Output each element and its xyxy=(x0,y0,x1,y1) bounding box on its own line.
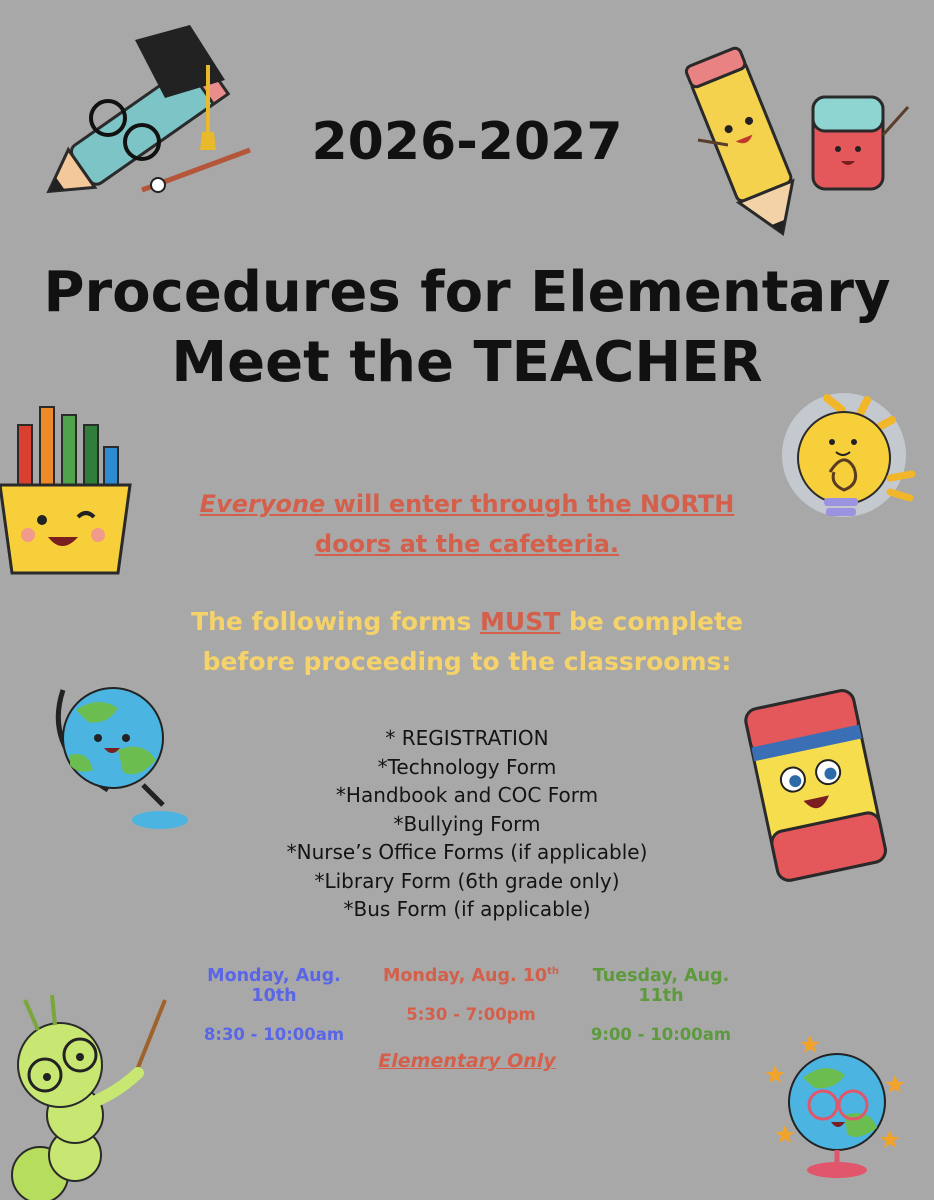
list-item: *Bullying Form xyxy=(393,811,541,836)
entry-notice xyxy=(150,484,784,564)
must-emphasis: MUST xyxy=(480,607,561,636)
page-title xyxy=(20,258,914,398)
school-year: 2026-2027 xyxy=(311,112,623,172)
required-forms-list xyxy=(160,724,774,924)
entry-emphasis: Everyone xyxy=(199,490,326,518)
session-time: 5:30 - 7:00pm xyxy=(406,1005,536,1024)
schedule-session-3 xyxy=(568,966,754,1044)
forms-notice xyxy=(120,602,814,682)
forms-notice-after: be complete xyxy=(560,607,743,636)
day-suffix: th xyxy=(547,966,559,978)
title-line-1: Procedures for Elementary xyxy=(43,260,891,325)
schedule-note: Elementary Only xyxy=(378,1050,556,1072)
session-time: 8:30 - 10:00am xyxy=(203,1025,345,1044)
forms-notice-line-2: before proceeding to the classrooms: xyxy=(202,647,732,676)
schedule-session-2 xyxy=(378,966,564,1024)
session-day: Monday, Aug. 10th xyxy=(207,966,341,1006)
list-item: *Nurse’s Office Forms (if applicable) xyxy=(286,840,648,864)
forms-notice-before: The following forms xyxy=(191,607,481,636)
list-item: *Library Form (6th grade only) xyxy=(314,868,620,893)
session-day: Monday, Aug. 10 xyxy=(382,966,548,986)
session-time: 9:00 - 10:00am xyxy=(590,1025,732,1044)
bookworm-icon xyxy=(0,995,175,1200)
title-line-2: Meet the TEACHER xyxy=(171,330,763,395)
list-item: *Handbook and COC Form xyxy=(335,783,599,807)
lightbulb-icon xyxy=(772,380,922,530)
colored-pencils-cup-icon xyxy=(0,395,150,580)
entry-line-2: doors at the cafeteria. xyxy=(314,530,620,558)
list-item: *Technology Form xyxy=(377,754,557,779)
schedule-session-1 xyxy=(182,966,366,1044)
entry-line-1: will enter through the NORTH xyxy=(325,490,735,518)
session-day: Tuesday, Aug. 11th xyxy=(592,966,730,1006)
list-item: *Bus Form (if applicable) xyxy=(343,897,591,921)
list-item: * REGISTRATION xyxy=(385,726,549,750)
